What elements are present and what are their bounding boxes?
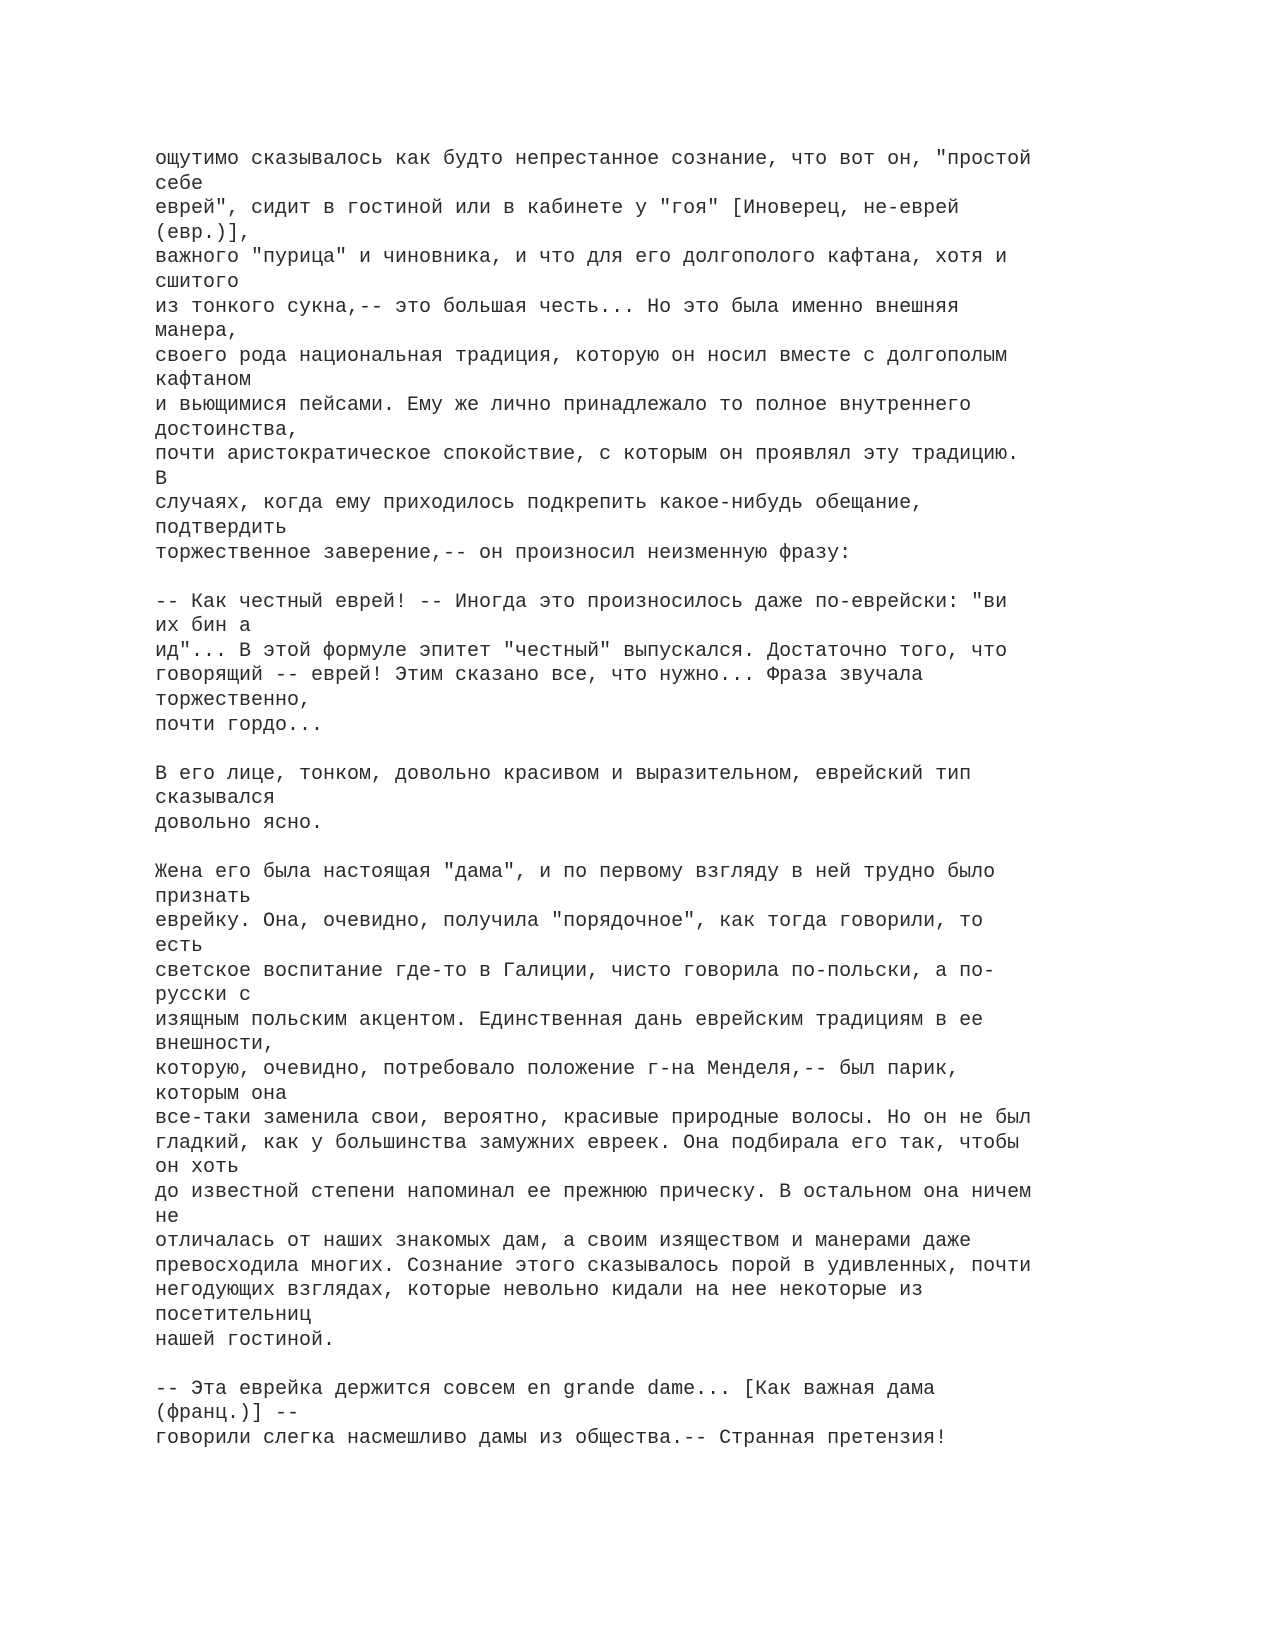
text-line: В — [155, 467, 168, 491]
text-line: (франц.)] -- — [155, 1402, 300, 1426]
text-line: довольно ясно. — [155, 812, 324, 836]
text-line: В его лице, тонком, довольно красивом и выразительном, еврейский тип — [155, 762, 972, 786]
text-line: до известной степени напоминал ее прежнюю прическу. В остальном она ничем — [155, 1180, 1032, 1204]
text-line: их бин а — [155, 615, 252, 639]
text-line: сшитого — [155, 270, 240, 294]
text-line: важного "пурица" и чиновника, и что для его долгополого кафтана, хотя и — [155, 246, 1008, 270]
text-line: почти гордо... — [155, 713, 324, 737]
text-line: достоинства, — [155, 418, 300, 442]
blank-line — [155, 566, 1235, 591]
text-line: кафтаном — [155, 369, 252, 393]
text-line: почти аристократическое спокойствие, с которым он проявлял эту традицию. — [155, 443, 1020, 467]
blank-line — [155, 738, 1235, 763]
blank-line — [155, 1353, 1235, 1378]
text-line: ид"... В этой формуле эпитет "честный" выпускался. Достаточно того, что — [155, 639, 1008, 663]
text-line: из тонкого сукна,-- это большая честь... Но это была именно внешняя — [155, 295, 960, 319]
text-line: манера, — [155, 320, 240, 344]
text-line: подтвердить — [155, 516, 288, 540]
text-line: которую, очевидно, потребовало положение г-на Менделя,-- был парик, — [155, 1057, 960, 1081]
text-line: -- Как честный еврей! -- Иногда это произносилось даже по-еврейски: "ви — [155, 590, 1008, 614]
text-line: русски с — [155, 984, 252, 1008]
text-line: не — [155, 1205, 180, 1229]
text-line: превосходила многих. Сознание этого сказывалось порой в удивленных, почти — [155, 1254, 1032, 1278]
text-line: которым она — [155, 1082, 288, 1106]
text-line: еврейку. Она, очевидно, получила "порядочное", как тогда говорили, то — [155, 910, 984, 934]
text-line: все-таки заменила свои, вероятно, красивые природные волосы. Но он не был — [155, 1107, 1032, 1131]
text-line: посетительниц — [155, 1303, 312, 1327]
text-line: и вьющимися пейсами. Ему же лично принадлежало то полное внутреннего — [155, 393, 972, 417]
text-line: светское воспитание где-то в Галиции, чисто говорила по-польски, а по- — [155, 959, 996, 983]
blank-line — [155, 837, 1235, 862]
text-line: ощутимо сказывалось как будто непрестанное сознание, что вот он, "простой — [155, 148, 1032, 171]
document-text — [155, 148, 1235, 1451]
text-line: есть — [155, 935, 204, 958]
text-line: еврей", сидит в гостиной или в кабинете у "гоя" [Иноверец, не-еврей — [155, 197, 960, 221]
text-line: гладкий, как у большинства замужних евреек. Она подбирала его так, чтобы — [155, 1131, 1020, 1155]
text-line: своего рода национальная традиция, которую он носил вместе с долгополым — [155, 344, 1008, 368]
text-line: сказывался — [155, 787, 276, 811]
text-line: Жена его была настоящая "дама", и по первому взгляду в ней трудно было — [155, 861, 996, 885]
text-line: негодующих взглядах, которые невольно кидали на нее некоторые из — [155, 1279, 924, 1303]
text-line: признать — [155, 885, 252, 909]
text-line: отличалась от наших знакомых дам, а своим изяществом и манерами даже — [155, 1230, 972, 1254]
text-line: он хоть — [155, 1156, 240, 1180]
text-line: говорящий -- еврей! Этим сказано все, что нужно... Фраза звучала — [155, 664, 924, 688]
text-line: внешности, — [155, 1033, 276, 1057]
text-line: нашей гостиной. — [155, 1328, 336, 1352]
text-line: изящным польским акцентом. Единственная дань еврейским традициям в ее — [155, 1008, 984, 1032]
text-line: -- Эта еврейка держится совсем en grande dame... [Как важная дама — [155, 1377, 936, 1401]
text-line: (евр.)], — [155, 221, 252, 245]
text-line: случаях, когда ему приходилось подкрепить какое-нибудь обещание, — [155, 492, 924, 516]
text-line: торжественное заверение,-- он произносил неизменную фразу: — [155, 541, 852, 565]
text-line: себе — [155, 172, 204, 196]
text-line: торжественно, — [155, 689, 312, 713]
text-line: говорили слегка насмешливо дамы из общества.-- Странная претензия! — [155, 1426, 948, 1450]
